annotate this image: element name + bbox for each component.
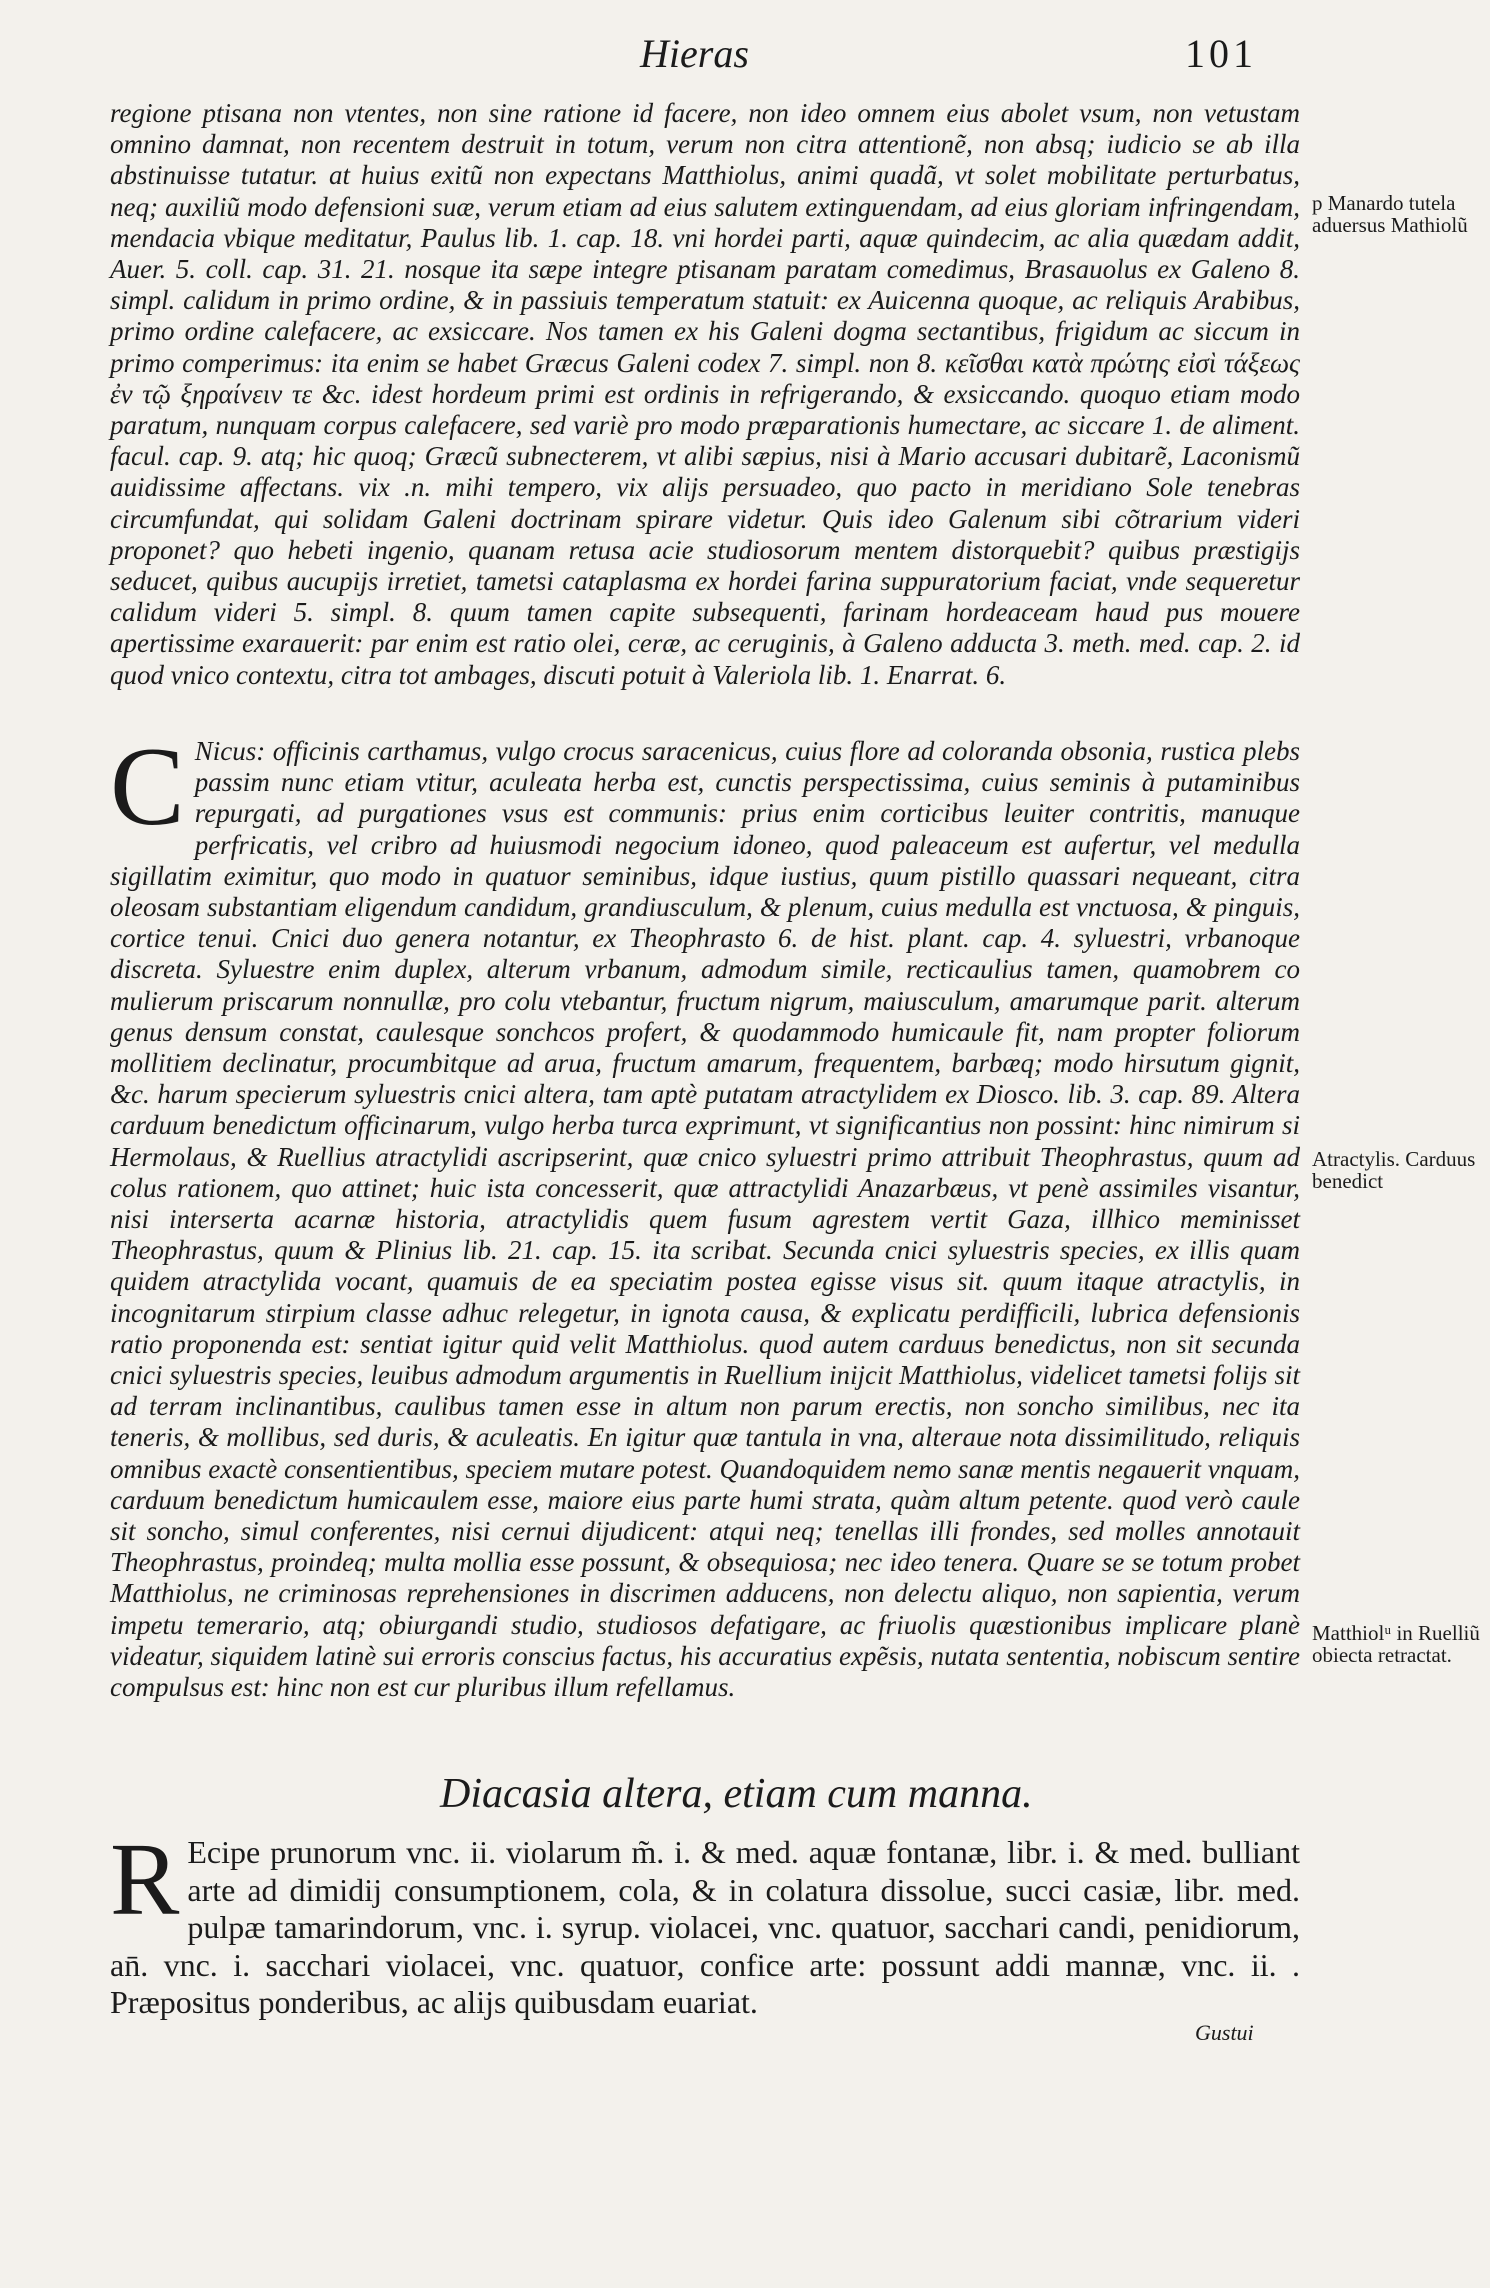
paragraph-ptisana: regione ptisana non vtentes, non sine ratione id facere, non ideo omnem eius abolet vsum, non vetustam omnino damnat, non recentem destruit in totum, verum non citra attentionẽ, non absq; iudicio se ab illa abstinuisse tutatur. at huius exitũ non expectans Matthiolus, animi quadã, vt solet mobilitate perturbatus, neq; auxiliũ modo defensioni suæ, verum etiam ad eius salutem extinguendam, ad eius gloriam infringendam, mendacia vbique meditatur, Paulus lib. 1. cap. 18. vni hordei parti, aquæ quindecim, ac alia quædam addit, Auer. 5. coll. cap. 31. 21. nosque ita sæpe integre ptisanam paratam comedimus, Brasauolus ex Galeno 8. simpl. calidum in primo ordine, & in passiuis temperatum statuit: ex Auicenna quoque, ac reliquis Arabibus, primo ordine calefacere, ac exsiccare. Nos tamen ex his Galeni dogma sectantibus, frigidum ac siccum in primo comperimus: ita enim se habet Græcus Galeni codex 7. simpl. non 8. κεῖσθαι κατὰ πρώτης εἰσὶ τάξεως ἐν τῷ ξηραίνειν τε &c. idest hordeum primi est ordinis in refrigerando, & exsiccando. quoquo etiam modo paratum, nunquam corpus calefacere, sed variè pro modo præparationis humectare, ac siccare 1. de aliment. facul. cap. 9. atq; hic quoq; Græcũ subnecterem, vt alibi sæpius, nisi à Mario accusari dubitarẽ, Laconismũ auidissime affectans. vix .n. mihi tempero, vix alijs persuadeo, quo pacto in meridiano Sole tenebras circumfundat, qui solidam Galeni doctrinam spirare videtur. Quis ideo Galenum sibi cõtrarium videri proponet? quo hebeti ingenio, quanam retusa acie studiosorum mentem distorquebit? quibus præstigijs seducet, quibus aucupijs irretiet, tametsi cataplasma ex hordei farina suppuratorium faciat, vnde sequeretur calidum videri 5. simpl. 8. quum tamen capite subsequenti, farinam hordeaceam haud pus mouere apertissime exarauerit: par enim est ratio olei, ceræ, ac ceruginis, à Galeno adducta 3. meth. med. cap. 2. id quod vnico contextu, citra tot ambages, discuti potuit à Valeriola lib. 1. Enarrat. 6. [110, 98, 1300, 690]
paragraph-cnicus: Nicus: officinis carthamus, vulgo crocus saracenicus, cuius flore ad coloranda obsonia, rustica plebs passim nunc etiam vtitur, aculeata herba est, cunctis perspectissima, cuius seminis à putaminibus repurgati, ad purgationes vsus est communis: prius enim corticibus leuiter contritis, manuque perfricatis, vel cribro ad huiusmodi negocium idoneo, quod paleaceum est aufertur, vel medulla sigillatim eximitur, quo modo in quatuor seminibus, idque iustius, quum pistillo quassari nequeant, citra oleosam substantiam eligendum candidum, grandiusculum, & plenum, cuius medulla est vnctuosa, & pinguis, cortice tenui. Cnici duo genera notantur, ex Theophrasto 6. de hist. plant. cap. 4. syluestri, vrbanoque discreta. Syluestre enim duplex, alterum vrbanum, admodum simile, recticaulius tamen, quamobrem co mulierum priscarum nonnullæ, pro colu vtebantur, fructum nigrum, maiusculum, amarumque parit. alterum genus densum constat, caulesque sonchcos profert, & quodammodo humicaule fit, nam propter foliorum mollitiem declinatur, procumbitque ad arua, fructum amarum, frequentem, barbæq; modo hirsutum gignit, &c. harum specierum syluestris cnici altera, tam aptè putatam atractylidem ex Diosco. lib. 3. cap. 89. Altera carduum benedictum officinarum, vulgo herba turca exprimunt, vt significantius non possint: hinc nimirum si Hermolaus, & Ruellius atractylidi ascripserint, quæ cnico syluestri primo attribuit Theophrastus, quum ad colus rationem, quo attinet; huic ista concesserit, quæ attractylidi Anazarbæus, vt penè assimiles visantur, nisi interserta acarnæ historia, atractylidis quem fusum agrestem vertit Gaza, illhico meminisset Theophrastus, quum & Plinius lib. 21. cap. 15. ita scribat. Secunda cnici syluestris species, ex illis quam quidem atractylida vocant, quamuis de ea speciatim postea egisse visus sit. quum itaque atractylis, in incognitarum stirpium classe adhuc relegetur, in ignota causa, & explicatu perdifficili, lubrica defensionis ratio proponenda est: sentiat igitur quid velit Matthiolus. quod autem carduus benedictus, non sit secunda cnici syluestris species, leuibus admodum argumentis in Ruellium inijcit Matthiolus, videlicet tametsi folijs sit ad terram inclinantibus, caulibus tamen esse in altum non parum erectis, non soncho similibus, nec ita teneris, & mollibus, sed duris, & aculeatis. En igitur quæ tantula in vna, alteraue nota dissimilitudo, reliquis omnibus exactè consentientibus, speciem mutare potest. Quandoquidem nemo sanæ mentis negauerit vnquam, carduum benedictum humicaulem esse, maiore eius parte humi strata, quàm altum petente. quod verò caule sit soncho, simul conferentes, nisi cernui dijudicent: atqui neq; tenellas illi frondes, sed molles annotauit Theophrastus, proindeq; multa mollia esse possunt, & obsequiosa; nec ideo tenera. Quare se se totum probet Matthiolus, ne criminosas reprehensiones in discrimen adducens, non delectu aliquo, non sapientia, verum impetu temerario, atq; obiurgandi studio, studiosos defatigare, ac friuolis quæstionibus implicare planè videatur, siquidem latinè sui erroris conscius factus, his accuratius expẽsis, nutata sententia, nobiscum sentire compulsus est: hinc non est cur pluribus illum refellamus. [110, 736, 1300, 1703]
drop-capital: C [110, 725, 185, 849]
marginal-note: Atractylis. Carduus benedict [1312, 1147, 1476, 1193]
running-title: Hieras [640, 31, 749, 76]
paragraph-recipe-block [110, 1822, 1300, 2022]
section-heading: Diacasia altera, etiam cum manna. [440, 1771, 1033, 1817]
drop-capital: R [110, 1822, 180, 1937]
paragraph-recipe: Ecipe prunorum vnc. ii. violarum m̃. i. & med. aquæ fontanæ, libr. i. & med. bulliant arte ad dimidij consumptionem, cola, & in colatura dissolue, succi casiæ, libr. med. pulpæ tamarindorum, vnc. i. syrup. violacei, vnc. quatuor, sacchari candi, penidiorum, an̄. vnc. i. sacchari violacei, vnc. quatuor, confice arte: possunt addi mannæ, vnc. ii. . Præpositus ponderibus, ac alijs quibusdam euariat. [110, 1834, 1300, 2020]
marginal-note: Matthiolᵘ in Ruelliũ obiecta retractat. [1312, 1621, 1480, 1667]
catchword: Gustui [1195, 2020, 1254, 2045]
paragraph-cnicus-block [110, 725, 1300, 1703]
marginal-note: p Manardo tutela aduersus Mathiolũ [1312, 191, 1468, 237]
page-number: 101 [1185, 31, 1257, 76]
